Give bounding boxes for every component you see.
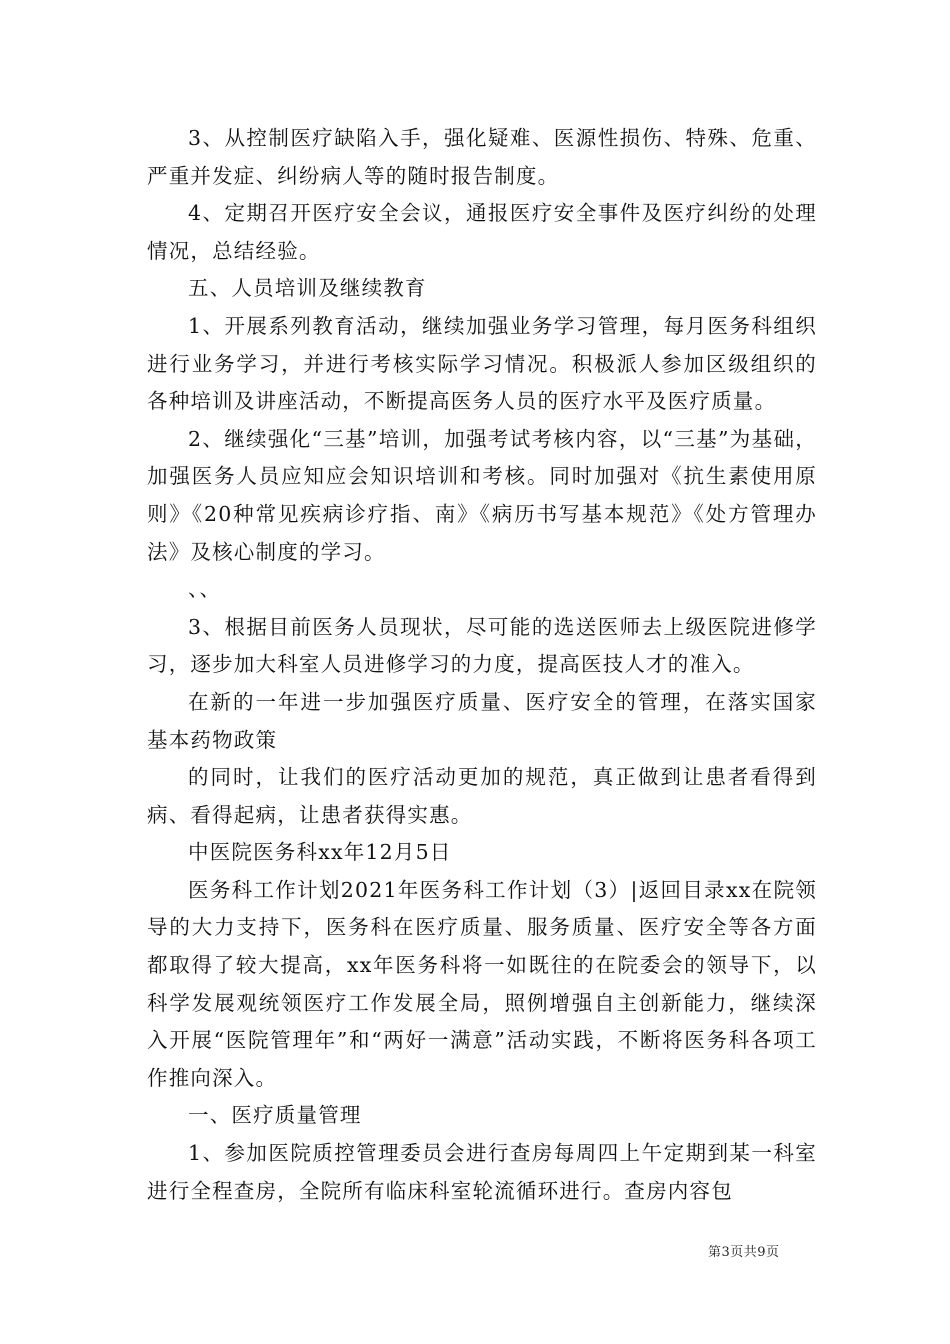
document-body	[147, 120, 817, 1210]
paragraph-stray-marks: 、、	[188, 577, 222, 602]
paragraph-training-2: 2、继续强化“三基”培训，加强考试考核内容，以“三基”为基础，加强医务人员应知应会知识培训和考核。同时加强对《抗生素使用原则》《20种常见疾病诊疗指、南》《病历书写基本规范》《处方管理办法》及核心制度的学习。	[147, 426, 817, 564]
paragraph-new-year-cont: 的同时，让我们的医疗活动更加的规范，真正做到让患者看得到病、看得起病，让患者获得实惠。	[147, 765, 817, 827]
paragraph-training-1: 1、开展系列教育活动，继续加强业务学习管理，每月医务科组织进行业务学习，并进行考核实际学习情况。积极派人参加区级组织的各种培训及讲座活动，不断提高医务人员的医疗水平及医疗质量。	[147, 313, 817, 414]
section-heading-training: 五、人员培训及继续教育	[188, 276, 427, 301]
paragraph-item-4-safety-meeting: 4、定期召开医疗安全会议，通报医疗安全事件及医疗纠纷的处理情况，总结经验。	[147, 201, 817, 263]
section-heading-quality: 一、医疗质量管理	[188, 1103, 362, 1128]
paragraph-item-3-report: 3、从控制医疗缺陷入手，强化疑难、医源性损伤、特殊、危重、严重并发症、纠纷病人等的随时报告制度。	[147, 126, 817, 188]
page-number: 第3页共9页	[708, 1245, 780, 1260]
paragraph-training-3: 3、根据目前医务人员现状，尽可能的选送医师去上级医院进修学习，逐步加大科室人员进修学习的力度，提高医技人才的准入。	[147, 614, 817, 677]
paragraph-new-year: 在新的一年进一步加强医疗质量、医疗安全的管理，在落实国家基本药物政策	[147, 689, 817, 752]
paragraph-plan-intro: 医务科工作计划2021年医务科工作计划（3）|返回目录xx在院领导的大力支持下，医务科在医疗质量、服务质量、医疗安全等各方面都取得了较大提高，xx年医务科将一如既往的在院委会的领导下，以科学发展观统领医疗工作发展全局，照例增强自主创新能力，继续深入开展“医院管理年”和“两好一满意”活动实践，不断将医务科各项工作推向深入。	[147, 877, 817, 1090]
paragraph-quality-1: 1、参加医院质控管理委员会进行查房每周四上午定期到某一科室进行全程查房，全院所有临床科室轮流循环进行。查房内容包	[147, 1141, 817, 1203]
signature-date: 中医院医务科xx年12月5日	[188, 840, 452, 865]
